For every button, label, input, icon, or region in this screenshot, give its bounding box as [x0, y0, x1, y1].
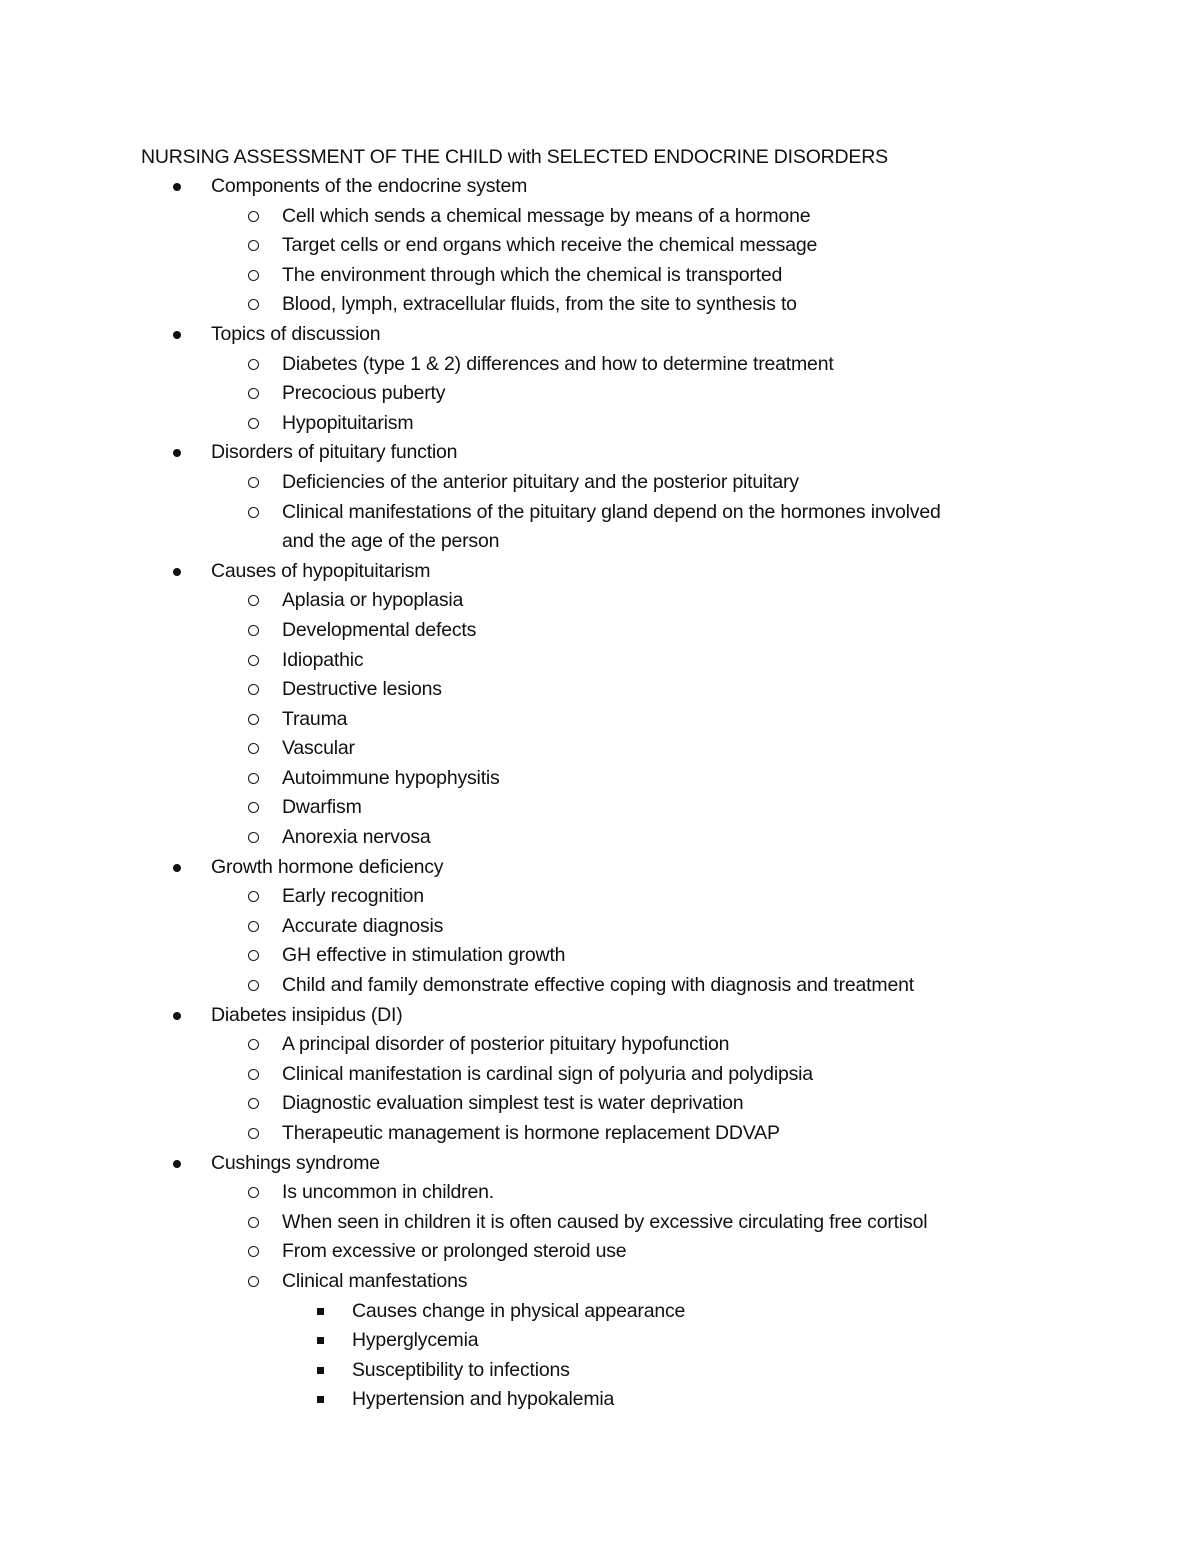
- list-item: Therapeutic management is hormone replacement DDVAP: [0, 1119, 1200, 1149]
- hollow-circle-bullet-icon: [248, 1128, 259, 1139]
- filled-bullet-icon: [173, 331, 181, 339]
- filled-bullet-icon: [173, 1160, 181, 1168]
- hollow-circle-bullet-icon: [248, 270, 259, 281]
- list-item: Child and family demonstrate effective coping with diagnosis and treatment: [0, 971, 1200, 1001]
- list-item: Autoimmune hypophysitis: [0, 764, 1200, 794]
- sub-list-item: Hyperglycemia: [0, 1326, 1200, 1356]
- list-item: Cell which sends a chemical message by means of a hormone: [0, 202, 1200, 232]
- hollow-circle-bullet-icon: [248, 1187, 259, 1198]
- hollow-circle-bullet-icon: [248, 595, 259, 606]
- list-item: Early recognition: [0, 882, 1200, 912]
- list-item: Vascular: [0, 734, 1200, 764]
- list-item: Hypopituitarism: [0, 409, 1200, 439]
- hollow-circle-bullet-icon: [248, 477, 259, 488]
- hollow-circle-bullet-icon: [248, 211, 259, 222]
- square-bullet-icon: [317, 1337, 324, 1344]
- list-item: GH effective in stimulation growth: [0, 941, 1200, 971]
- sub-list-item: Susceptibility to infections: [0, 1356, 1200, 1386]
- hollow-circle-bullet-icon: [248, 684, 259, 695]
- list-item: Clinical manifestations of the pituitary gland depend on the hormones involved: [0, 498, 1200, 528]
- section-heading: Causes of hypopituitarism: [0, 557, 1200, 587]
- list-item: Destructive lesions: [0, 675, 1200, 705]
- filled-bullet-icon: [173, 1012, 181, 1020]
- list-item: Developmental defects: [0, 616, 1200, 646]
- list-item: From excessive or prolonged steroid use: [0, 1237, 1200, 1267]
- filled-bullet-icon: [173, 568, 181, 576]
- list-item: Diabetes (type 1 & 2) differences and how to determine treatment: [0, 350, 1200, 380]
- outline-list: [0, 172, 1200, 1415]
- hollow-circle-bullet-icon: [248, 388, 259, 399]
- hollow-circle-bullet-icon: [248, 299, 259, 310]
- square-bullet-icon: [317, 1367, 324, 1374]
- list-item: Clinical manfestations: [0, 1267, 1200, 1297]
- list-item: Trauma: [0, 705, 1200, 735]
- list-item: A principal disorder of posterior pituitary hypofunction: [0, 1030, 1200, 1060]
- section-heading: Cushings syndrome: [0, 1149, 1200, 1179]
- sub-list-item: Hypertension and hypokalemia: [0, 1385, 1200, 1415]
- section-heading: Components of the endocrine system: [0, 172, 1200, 202]
- list-item: Target cells or end organs which receive the chemical message: [0, 231, 1200, 261]
- hollow-circle-bullet-icon: [248, 980, 259, 991]
- hollow-circle-bullet-icon: [248, 773, 259, 784]
- hollow-circle-bullet-icon: [248, 1276, 259, 1287]
- list-item: Accurate diagnosis: [0, 912, 1200, 942]
- hollow-circle-bullet-icon: [248, 921, 259, 932]
- hollow-circle-bullet-icon: [248, 1069, 259, 1080]
- list-item: Idiopathic: [0, 646, 1200, 676]
- hollow-circle-bullet-icon: [248, 240, 259, 251]
- filled-bullet-icon: [173, 864, 181, 872]
- sub-list-item: Causes change in physical appearance: [0, 1297, 1200, 1327]
- section-heading: Topics of discussion: [0, 320, 1200, 350]
- hollow-circle-bullet-icon: [248, 359, 259, 370]
- hollow-circle-bullet-icon: [248, 714, 259, 725]
- hollow-circle-bullet-icon: [248, 1246, 259, 1257]
- square-bullet-icon: [317, 1308, 324, 1315]
- hollow-circle-bullet-icon: [248, 507, 259, 518]
- section-heading: Growth hormone deficiency: [0, 853, 1200, 883]
- list-item: Clinical manifestation is cardinal sign of polyuria and polydipsia: [0, 1060, 1200, 1090]
- list-item: Diagnostic evaluation simplest test is water deprivation: [0, 1089, 1200, 1119]
- section-heading: Disorders of pituitary function: [0, 438, 1200, 468]
- hollow-circle-bullet-icon: [248, 832, 259, 843]
- list-item: Aplasia or hypoplasia: [0, 586, 1200, 616]
- document-title: NURSING ASSESSMENT OF THE CHILD with SELECTED ENDOCRINE DISORDERS: [141, 146, 888, 168]
- list-item: Precocious puberty: [0, 379, 1200, 409]
- hollow-circle-bullet-icon: [248, 655, 259, 666]
- hollow-circle-bullet-icon: [248, 1039, 259, 1050]
- hollow-circle-bullet-icon: [248, 1098, 259, 1109]
- hollow-circle-bullet-icon: [248, 891, 259, 902]
- hollow-circle-bullet-icon: [248, 802, 259, 813]
- list-item: Dwarfism: [0, 793, 1200, 823]
- hollow-circle-bullet-icon: [248, 1217, 259, 1228]
- section-heading: Diabetes insipidus (DI): [0, 1001, 1200, 1031]
- hollow-circle-bullet-icon: [248, 743, 259, 754]
- list-item: Deficiencies of the anterior pituitary and the posterior pituitary: [0, 468, 1200, 498]
- filled-bullet-icon: [173, 183, 181, 191]
- list-item-continuation: and the age of the person: [282, 530, 500, 553]
- hollow-circle-bullet-icon: [248, 950, 259, 961]
- list-item: Is uncommon in children.: [0, 1178, 1200, 1208]
- hollow-circle-bullet-icon: [248, 625, 259, 636]
- list-item: Blood, lymph, extracellular fluids, from the site to synthesis to: [0, 290, 1200, 320]
- list-item: When seen in children it is often caused by excessive circulating free cortisol: [0, 1208, 1200, 1238]
- list-item: Anorexia nervosa: [0, 823, 1200, 853]
- list-item: The environment through which the chemical is transported: [0, 261, 1200, 291]
- hollow-circle-bullet-icon: [248, 418, 259, 429]
- filled-bullet-icon: [173, 449, 181, 457]
- square-bullet-icon: [317, 1396, 324, 1403]
